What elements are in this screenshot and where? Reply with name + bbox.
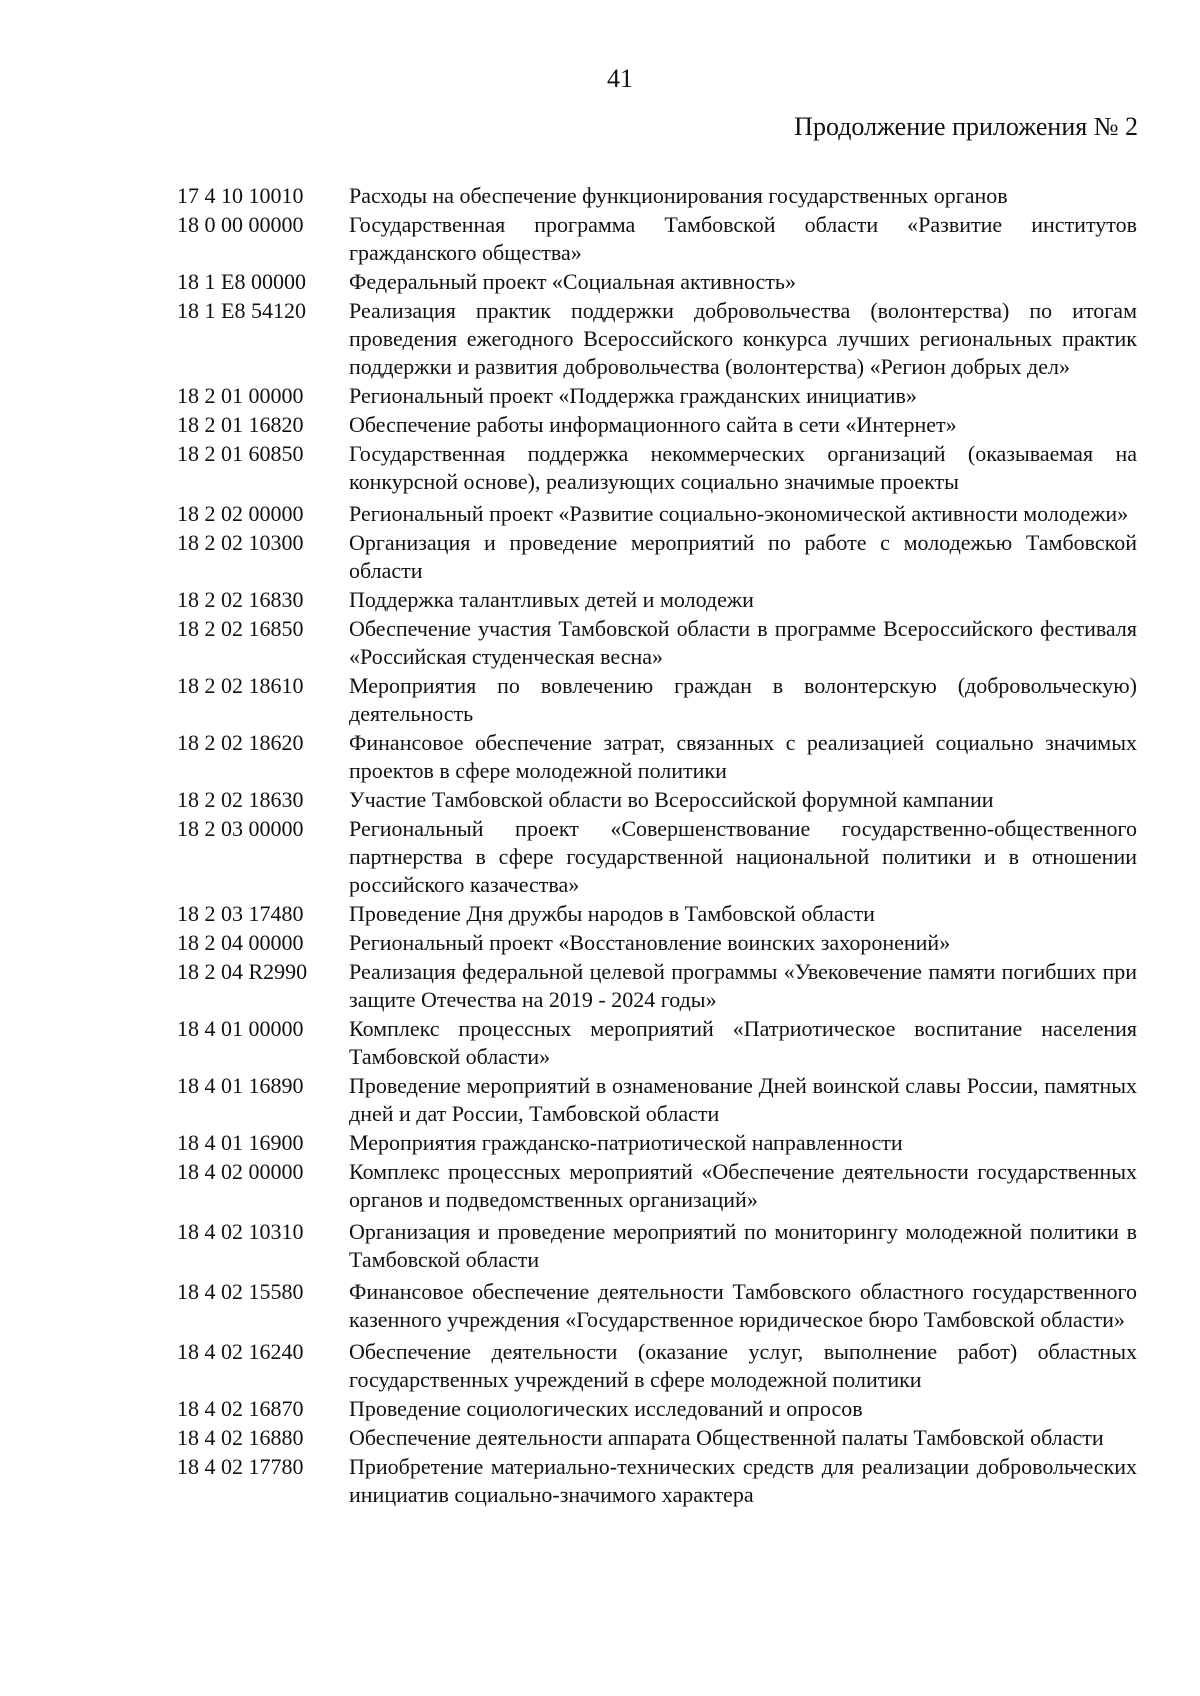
entry-code: 18 2 02 10300 <box>177 530 304 555</box>
entry-code: 18 2 02 16850 <box>177 616 304 641</box>
list-item <box>177 440 1137 496</box>
list-item <box>177 182 1137 210</box>
list-item <box>177 615 1137 671</box>
entry-description: Региональный проект «Совершенствование государственно-общественного партнерства в сфере государственной национальной политики и в отношении российского казачества» <box>349 816 1137 897</box>
entry-description: Региональный проект «Развитие социально-экономической активности молодежи» <box>349 501 1129 526</box>
entry-description: Организация и проведение мероприятий по мониторингу молодежной политики в Тамбовской области <box>349 1219 1137 1272</box>
entry-description: Участие Тамбовской области во Всероссийской форумной кампании <box>349 787 994 812</box>
entry-code: 18 2 03 00000 <box>177 816 304 841</box>
entry-code: 18 1 E8 54120 <box>177 298 306 323</box>
entry-code: 18 2 04 R2990 <box>177 959 308 984</box>
appendix-continuation-title: Продолжение приложения № 2 <box>794 112 1138 141</box>
entry-code: 18 4 01 16890 <box>177 1073 304 1098</box>
list-item <box>177 268 1137 296</box>
page-number: 41 <box>607 64 633 93</box>
entry-code: 18 1 E8 00000 <box>177 269 306 294</box>
entry-description: Приобретение материально-технических средств для реализации добровольческих инициатив социально-значимого характера <box>349 1454 1137 1507</box>
list-item <box>177 672 1137 728</box>
entry-description: Комплекс процессных мероприятий «Патриотическое воспитание населения Тамбовской области» <box>349 1016 1137 1069</box>
entry-code: 18 0 00 00000 <box>177 212 304 237</box>
entry-code: 18 4 01 00000 <box>177 1016 304 1041</box>
entry-description: Расходы на обеспечение функционирования государственных органов <box>349 183 1008 208</box>
entry-code: 18 2 01 16820 <box>177 412 304 437</box>
list-item <box>177 1072 1137 1128</box>
entry-code: 18 2 02 18630 <box>177 787 304 812</box>
list-item <box>177 729 1137 785</box>
list-item <box>177 529 1137 585</box>
classification-list <box>177 182 1137 1510</box>
entry-description: Мероприятия гражданско-патриотической направленности <box>349 1130 903 1155</box>
list-item <box>177 500 1137 528</box>
entry-code: 18 2 04 00000 <box>177 930 304 955</box>
list-item <box>177 1158 1137 1214</box>
entry-description: Проведение Дня дружбы народов в Тамбовской области <box>349 901 875 926</box>
entry-code: 18 2 02 00000 <box>177 501 304 526</box>
entry-description: Региональный проект «Восстановление воинских захоронений» <box>349 930 951 955</box>
entry-code: 18 4 02 16240 <box>177 1339 304 1364</box>
entry-code: 18 2 03 17480 <box>177 901 304 926</box>
list-item <box>177 958 1137 1014</box>
list-item <box>177 1453 1137 1509</box>
list-item <box>177 411 1137 439</box>
list-item <box>177 929 1137 957</box>
entry-description: Поддержка талантливых детей и молодежи <box>349 587 754 612</box>
entry-code: 18 4 02 16880 <box>177 1425 304 1450</box>
entry-code: 18 4 02 15580 <box>177 1279 304 1304</box>
entry-description: Региональный проект «Поддержка гражданских инициатив» <box>349 383 917 408</box>
list-item <box>177 900 1137 928</box>
entry-description: Проведение мероприятий в ознаменование Дней воинской славы России, памятных дней и дат России, Тамбовской области <box>349 1073 1137 1126</box>
list-item <box>177 1338 1137 1394</box>
list-item <box>177 1424 1137 1452</box>
entry-description: Финансовое обеспечение затрат, связанных с реализацией социально значимых проектов в сфере молодежной политики <box>349 730 1137 783</box>
entry-code: 18 4 01 16900 <box>177 1130 304 1155</box>
entry-code: 18 4 02 00000 <box>177 1159 304 1184</box>
list-item <box>177 1278 1137 1334</box>
entry-code: 18 4 02 17780 <box>177 1454 304 1479</box>
entry-description: Мероприятия по вовлечению граждан в волонтерскую (добровольческую) деятельность <box>349 673 1137 726</box>
list-item <box>177 211 1137 267</box>
list-item <box>177 1395 1137 1423</box>
list-item <box>177 786 1137 814</box>
list-item <box>177 1129 1137 1157</box>
entry-code: 18 2 02 18620 <box>177 730 304 755</box>
list-item <box>177 586 1137 614</box>
list-item <box>177 297 1137 381</box>
entry-description: Обеспечение участия Тамбовской области в программе Всероссийского фестиваля «Российская студенческая весна» <box>349 616 1137 669</box>
entry-code: 18 4 02 16870 <box>177 1396 304 1421</box>
entry-description: Проведение социологических исследований и опросов <box>349 1396 863 1421</box>
entry-code: 18 2 01 60850 <box>177 441 304 466</box>
entry-description: Комплекс процессных мероприятий «Обеспечение деятельности государственных органов и подведомственных организаций» <box>349 1159 1137 1212</box>
entry-code: 17 4 10 10010 <box>177 183 304 208</box>
entry-description: Обеспечение деятельности (оказание услуг, выполнение работ) областных государственных учреждений в сфере молодежной политики <box>349 1339 1137 1392</box>
entry-code: 18 2 02 18610 <box>177 673 304 698</box>
entry-description: Государственная поддержка некоммерческих организаций (оказываемая на конкурсной основе), реализующих социально значимые проекты <box>349 441 1137 494</box>
list-item <box>177 815 1137 899</box>
entry-description: Реализация практик поддержки добровольчества (волонтерства) по итогам проведения ежегодного Всероссийского конкурса лучших региональных практик поддержки и развития добровольчества (волонтерства) «Регион добрых дел» <box>349 298 1137 379</box>
list-item <box>177 1015 1137 1071</box>
list-item <box>177 382 1137 410</box>
entry-description: Финансовое обеспечение деятельности Тамбовского областного государственного казенного учреждения «Государственное юридическое бюро Тамбовской области» <box>349 1279 1137 1332</box>
entry-description: Обеспечение работы информационного сайта в сети «Интернет» <box>349 412 957 437</box>
entry-description: Организация и проведение мероприятий по работе с молодежью Тамбовской области <box>349 530 1137 583</box>
list-item <box>177 1218 1137 1274</box>
entry-code: 18 2 02 16830 <box>177 587 304 612</box>
entry-description: Федеральный проект «Социальная активность» <box>349 269 796 294</box>
entry-description: Государственная программа Тамбовской области «Развитие институтов гражданского общества» <box>349 212 1137 265</box>
entry-description: Обеспечение деятельности аппарата Общественной палаты Тамбовской области <box>349 1425 1104 1450</box>
entry-description: Реализация федеральной целевой программы «Увековечение памяти погибших при защите Отечества на 2019 - 2024 годы» <box>349 959 1137 1012</box>
entry-code: 18 2 01 00000 <box>177 383 304 408</box>
entry-code: 18 4 02 10310 <box>177 1219 304 1244</box>
